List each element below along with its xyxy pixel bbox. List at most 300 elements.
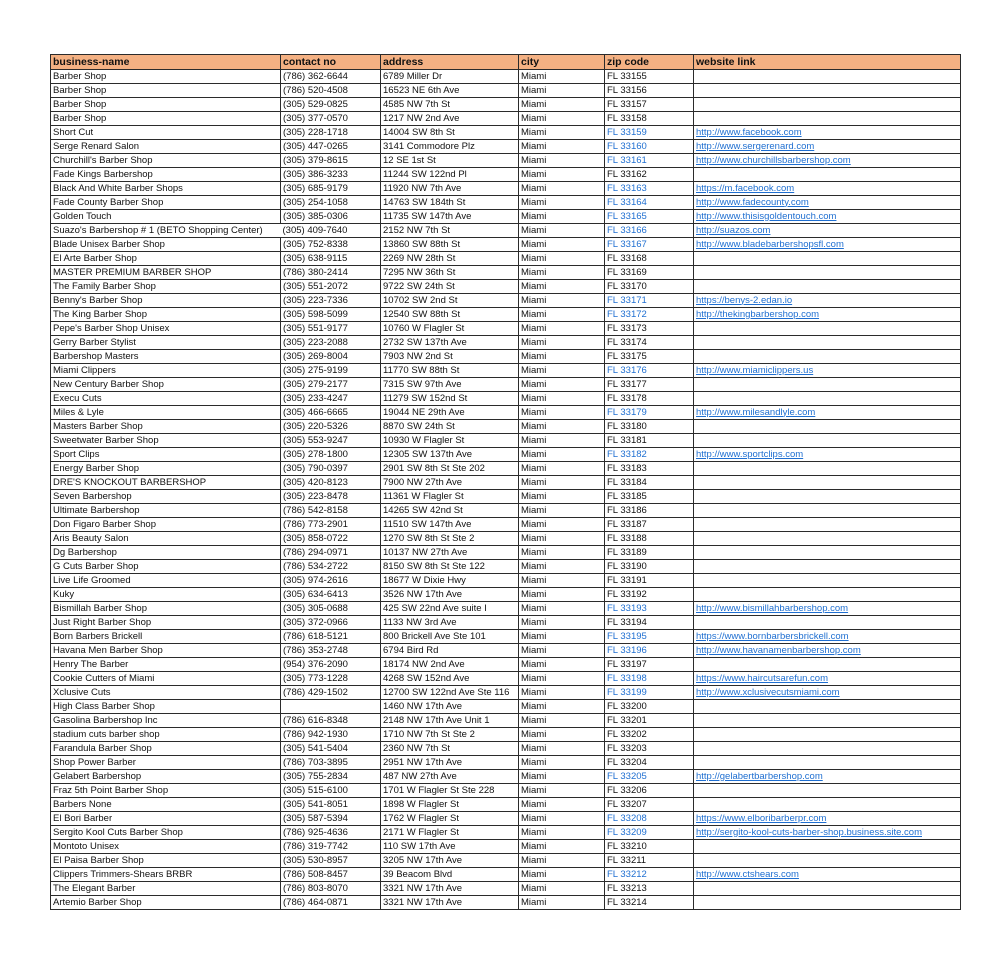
cell-city[interactable]: Miami (519, 798, 605, 812)
cell-contact-no[interactable]: (305) 551-2072 (281, 280, 381, 294)
cell-address[interactable]: 3321 NW 17th Ave (381, 896, 519, 910)
cell-contact-no[interactable]: (305) 386-3233 (281, 168, 381, 182)
cell-city[interactable]: Miami (519, 630, 605, 644)
cell-website-link[interactable] (694, 84, 961, 98)
cell-business-name[interactable]: Golden Touch (51, 210, 281, 224)
cell-contact-no[interactable]: (305) 254-1058 (281, 196, 381, 210)
cell-business-name[interactable]: Born Barbers Brickell (51, 630, 281, 644)
cell-address[interactable]: 14004 SW 8th St (381, 126, 519, 140)
header-website-link[interactable]: website link (694, 55, 961, 70)
cell-contact-no[interactable]: (305) 409-7640 (281, 224, 381, 238)
cell-business-name[interactable]: Sergito Kool Cuts Barber Shop (51, 826, 281, 840)
cell-city[interactable]: Miami (519, 84, 605, 98)
cell-website-link[interactable] (694, 476, 961, 490)
cell-city[interactable]: Miami (519, 770, 605, 784)
cell-business-name[interactable]: Barber Shop (51, 112, 281, 126)
cell-contact-no[interactable]: (305) 279-2177 (281, 378, 381, 392)
cell-address[interactable]: 800 Brickell Ave Ste 101 (381, 630, 519, 644)
cell-zip-code[interactable]: FL 33163 (605, 182, 694, 196)
cell-zip-code[interactable]: FL 33165 (605, 210, 694, 224)
cell-business-name[interactable]: Miami Clippers (51, 364, 281, 378)
cell-contact-no[interactable]: (305) 551-9177 (281, 322, 381, 336)
cell-website-link[interactable] (694, 392, 961, 406)
cell-address[interactable]: 1762 W Flagler St (381, 812, 519, 826)
cell-city[interactable]: Miami (519, 168, 605, 182)
cell-address[interactable]: 1217 NW 2nd Ave (381, 112, 519, 126)
cell-address[interactable]: 13860 SW 88th St (381, 238, 519, 252)
header-business-name[interactable]: business-name (51, 55, 281, 70)
cell-city[interactable]: Miami (519, 588, 605, 602)
cell-zip-code[interactable]: FL 33174 (605, 336, 694, 350)
cell-city[interactable]: Miami (519, 742, 605, 756)
cell-city[interactable]: Miami (519, 854, 605, 868)
cell-business-name[interactable]: Havana Men Barber Shop (51, 644, 281, 658)
cell-address[interactable]: 8150 SW 8th St Ste 122 (381, 560, 519, 574)
cell-address[interactable]: 10137 NW 27th Ave (381, 546, 519, 560)
cell-contact-no[interactable]: (305) 752-8338 (281, 238, 381, 252)
cell-business-name[interactable]: Gerry Barber Stylist (51, 336, 281, 350)
cell-address[interactable]: 110 SW 17th Ave (381, 840, 519, 854)
cell-contact-no[interactable]: (305) 385-0306 (281, 210, 381, 224)
cell-city[interactable]: Miami (519, 392, 605, 406)
website-link[interactable]: http://www.facebook.com (696, 126, 802, 138)
cell-contact-no[interactable]: (305) 587-5394 (281, 812, 381, 826)
cell-city[interactable]: Miami (519, 700, 605, 714)
cell-contact-no[interactable]: (786) 520-4508 (281, 84, 381, 98)
cell-contact-no[interactable]: (786) 534-2722 (281, 560, 381, 574)
cell-business-name[interactable]: Aris Beauty Salon (51, 532, 281, 546)
cell-contact-no[interactable]: (305) 278-1800 (281, 448, 381, 462)
cell-city[interactable]: Miami (519, 364, 605, 378)
cell-contact-no[interactable]: (305) 275-9199 (281, 364, 381, 378)
cell-zip-code[interactable]: FL 33176 (605, 364, 694, 378)
cell-contact-no[interactable]: (305) 773-1228 (281, 672, 381, 686)
cell-website-link[interactable] (694, 616, 961, 630)
cell-website-link[interactable] (694, 350, 961, 364)
cell-address[interactable]: 11279 SW 152nd St (381, 392, 519, 406)
cell-zip-code[interactable]: FL 33187 (605, 518, 694, 532)
cell-zip-code[interactable]: FL 33185 (605, 490, 694, 504)
cell-zip-code[interactable]: FL 33208 (605, 812, 694, 826)
cell-contact-no[interactable]: (305) 420-8123 (281, 476, 381, 490)
website-link[interactable]: http://gelabertbarbershop.com (696, 770, 823, 782)
cell-address[interactable]: 6794 Bird Rd (381, 644, 519, 658)
cell-contact-no[interactable]: (786) 429-1502 (281, 686, 381, 700)
cell-city[interactable]: Miami (519, 98, 605, 112)
cell-website-link[interactable] (694, 168, 961, 182)
cell-contact-no[interactable]: (305) 379-8615 (281, 154, 381, 168)
cell-contact-no[interactable]: (305) 223-8478 (281, 490, 381, 504)
cell-business-name[interactable]: Seven Barbershop (51, 490, 281, 504)
cell-city[interactable]: Miami (519, 378, 605, 392)
cell-address[interactable]: 12540 SW 88th St (381, 308, 519, 322)
cell-zip-code[interactable]: FL 33158 (605, 112, 694, 126)
website-link[interactable]: http://www.sportclips.com (696, 448, 804, 460)
cell-address[interactable]: 1701 W Flagler St Ste 228 (381, 784, 519, 798)
cell-business-name[interactable]: Cookie Cutters of Miami (51, 672, 281, 686)
cell-address[interactable]: 4268 SW 152nd Ave (381, 672, 519, 686)
cell-city[interactable]: Miami (519, 602, 605, 616)
cell-website-link[interactable] (694, 826, 961, 840)
cell-address[interactable]: 10930 W Flagler St (381, 434, 519, 448)
cell-website-link[interactable] (694, 560, 961, 574)
cell-business-name[interactable]: El Paisa Barber Shop (51, 854, 281, 868)
cell-contact-no[interactable]: (786) 942-1930 (281, 728, 381, 742)
website-link[interactable]: http://thekingbarbershop.com (696, 308, 820, 320)
cell-contact-no[interactable]: (786) 508-8457 (281, 868, 381, 882)
cell-contact-no[interactable]: (786) 803-8070 (281, 882, 381, 896)
cell-business-name[interactable]: Fraz 5th Point Barber Shop (51, 784, 281, 798)
cell-business-name[interactable]: Masters Barber Shop (51, 420, 281, 434)
cell-zip-code[interactable]: FL 33157 (605, 98, 694, 112)
cell-contact-no[interactable]: (305) 685-9179 (281, 182, 381, 196)
cell-website-link[interactable] (694, 238, 961, 252)
cell-city[interactable]: Miami (519, 70, 605, 84)
cell-zip-code[interactable]: FL 33211 (605, 854, 694, 868)
cell-website-link[interactable] (694, 420, 961, 434)
cell-address[interactable]: 12 SE 1st St (381, 154, 519, 168)
cell-contact-no[interactable]: (786) 616-8348 (281, 714, 381, 728)
cell-zip-code[interactable]: FL 33201 (605, 714, 694, 728)
cell-contact-no[interactable]: (305) 223-7336 (281, 294, 381, 308)
website-link[interactable]: http://sergito-kool-cuts-barber-shop.business.site.com (696, 826, 922, 838)
cell-zip-code[interactable]: FL 33171 (605, 294, 694, 308)
cell-zip-code[interactable]: FL 33178 (605, 392, 694, 406)
cell-address[interactable]: 7903 NW 2nd St (381, 350, 519, 364)
cell-address[interactable]: 14763 SW 184th St (381, 196, 519, 210)
cell-business-name[interactable]: Dg Barbershop (51, 546, 281, 560)
header-address[interactable]: address (381, 55, 519, 70)
cell-business-name[interactable]: Benny's Barber Shop (51, 294, 281, 308)
cell-website-link[interactable] (694, 504, 961, 518)
cell-address[interactable]: 14265 SW 42nd St (381, 504, 519, 518)
cell-city[interactable]: Miami (519, 126, 605, 140)
website-link[interactable]: http://www.xclusivecutsmiami.com (696, 686, 840, 698)
cell-zip-code[interactable]: FL 33195 (605, 630, 694, 644)
cell-city[interactable]: Miami (519, 518, 605, 532)
cell-website-link[interactable] (694, 784, 961, 798)
cell-website-link[interactable] (694, 406, 961, 420)
cell-address[interactable]: 10760 W Flagler St (381, 322, 519, 336)
cell-address[interactable]: 8870 SW 24th St (381, 420, 519, 434)
cell-address[interactable]: 3205 NW 17th Ave (381, 854, 519, 868)
cell-zip-code[interactable]: FL 33199 (605, 686, 694, 700)
cell-city[interactable]: Miami (519, 658, 605, 672)
cell-website-link[interactable] (694, 602, 961, 616)
cell-address[interactable]: 16523 NE 6th Ave (381, 84, 519, 98)
cell-business-name[interactable]: stadium cuts barber shop (51, 728, 281, 742)
cell-business-name[interactable]: The King Barber Shop (51, 308, 281, 322)
cell-zip-code[interactable]: FL 33190 (605, 560, 694, 574)
cell-zip-code[interactable]: FL 33181 (605, 434, 694, 448)
cell-business-name[interactable]: Don Figaro Barber Shop (51, 518, 281, 532)
cell-business-name[interactable]: Short Cut (51, 126, 281, 140)
cell-business-name[interactable]: Barbers None (51, 798, 281, 812)
website-link[interactable]: http://www.sergerenard.com (696, 140, 815, 152)
cell-city[interactable]: Miami (519, 350, 605, 364)
cell-contact-no[interactable]: (305) 974-2616 (281, 574, 381, 588)
cell-zip-code[interactable]: FL 33175 (605, 350, 694, 364)
cell-zip-code[interactable]: FL 33186 (605, 504, 694, 518)
cell-zip-code[interactable]: FL 33196 (605, 644, 694, 658)
cell-business-name[interactable]: Montoto Unisex (51, 840, 281, 854)
cell-address[interactable]: 2269 NW 28th St (381, 252, 519, 266)
cell-contact-no[interactable]: (305) 372-0966 (281, 616, 381, 630)
cell-zip-code[interactable]: FL 33162 (605, 168, 694, 182)
cell-address[interactable]: 9722 SW 24th St (381, 280, 519, 294)
cell-address[interactable]: 19044 NE 29th Ave (381, 406, 519, 420)
cell-business-name[interactable]: Gasolina Barbershop Inc (51, 714, 281, 728)
cell-contact-no[interactable]: (305) 634-6413 (281, 588, 381, 602)
cell-website-link[interactable] (694, 126, 961, 140)
header-city[interactable]: city (519, 55, 605, 70)
cell-city[interactable]: Miami (519, 560, 605, 574)
cell-zip-code[interactable]: FL 33194 (605, 616, 694, 630)
cell-zip-code[interactable]: FL 33210 (605, 840, 694, 854)
website-link[interactable]: http://www.bismillahbarbershop.com (696, 602, 849, 614)
website-link[interactable]: http://www.milesandlyle.com (696, 406, 816, 418)
cell-business-name[interactable]: DRE'S KNOCKOUT BARBERSHOP (51, 476, 281, 490)
cell-city[interactable]: Miami (519, 182, 605, 196)
cell-address[interactable]: 18677 W Dixie Hwy (381, 574, 519, 588)
cell-contact-no[interactable]: (786) 362-6644 (281, 70, 381, 84)
cell-city[interactable]: Miami (519, 238, 605, 252)
cell-address[interactable]: 487 NW 27th Ave (381, 770, 519, 784)
cell-business-name[interactable]: Live Life Groomed (51, 574, 281, 588)
cell-website-link[interactable] (694, 434, 961, 448)
cell-business-name[interactable]: Blade Unisex Barber Shop (51, 238, 281, 252)
cell-zip-code[interactable]: FL 33209 (605, 826, 694, 840)
cell-website-link[interactable] (694, 490, 961, 504)
cell-website-link[interactable] (694, 448, 961, 462)
cell-address[interactable]: 11735 SW 147th Ave (381, 210, 519, 224)
cell-business-name[interactable]: Bismillah Barber Shop (51, 602, 281, 616)
cell-business-name[interactable]: High Class Barber Shop (51, 700, 281, 714)
cell-business-name[interactable]: Fade County Barber Shop (51, 196, 281, 210)
cell-website-link[interactable] (694, 742, 961, 756)
cell-business-name[interactable]: Black And White Barber Shops (51, 182, 281, 196)
cell-contact-no[interactable] (281, 700, 381, 714)
cell-business-name[interactable]: El Bori Barber (51, 812, 281, 826)
cell-zip-code[interactable]: FL 33192 (605, 588, 694, 602)
cell-zip-code[interactable]: FL 33169 (605, 266, 694, 280)
header-contact-no[interactable]: contact no (281, 55, 381, 70)
cell-business-name[interactable]: Henry The Barber (51, 658, 281, 672)
cell-contact-no[interactable]: (305) 598-5099 (281, 308, 381, 322)
cell-city[interactable]: Miami (519, 252, 605, 266)
cell-city[interactable]: Miami (519, 784, 605, 798)
website-link[interactable]: http://www.bladebarbershopsfl.com (696, 238, 844, 250)
cell-city[interactable]: Miami (519, 714, 605, 728)
cell-zip-code[interactable]: FL 33164 (605, 196, 694, 210)
cell-contact-no[interactable]: (305) 466-6665 (281, 406, 381, 420)
cell-address[interactable]: 12700 SW 122nd Ave Ste 116 (381, 686, 519, 700)
cell-contact-no[interactable]: (786) 773-2901 (281, 518, 381, 532)
cell-city[interactable]: Miami (519, 574, 605, 588)
cell-city[interactable]: Miami (519, 882, 605, 896)
cell-address[interactable]: 425 SW 22nd Ave suite I (381, 602, 519, 616)
cell-address[interactable]: 11244 SW 122nd Pl (381, 168, 519, 182)
cell-website-link[interactable] (694, 868, 961, 882)
cell-website-link[interactable] (694, 588, 961, 602)
cell-business-name[interactable]: Farandula Barber Shop (51, 742, 281, 756)
cell-website-link[interactable] (694, 70, 961, 84)
cell-city[interactable]: Miami (519, 476, 605, 490)
cell-zip-code[interactable]: FL 33202 (605, 728, 694, 742)
cell-contact-no[interactable]: (305) 541-8051 (281, 798, 381, 812)
cell-business-name[interactable]: Barber Shop (51, 70, 281, 84)
cell-contact-no[interactable]: (305) 541-5404 (281, 742, 381, 756)
cell-zip-code[interactable]: FL 33212 (605, 868, 694, 882)
cell-address[interactable]: 11361 W Flagler St (381, 490, 519, 504)
cell-contact-no[interactable]: (305) 269-8004 (281, 350, 381, 364)
cell-address[interactable]: 11510 SW 147th Ave (381, 518, 519, 532)
cell-city[interactable]: Miami (519, 196, 605, 210)
cell-city[interactable]: Miami (519, 686, 605, 700)
cell-city[interactable]: Miami (519, 448, 605, 462)
website-link[interactable]: http://www.thisisgoldentouch.com (696, 210, 837, 222)
cell-business-name[interactable]: Barber Shop (51, 84, 281, 98)
cell-contact-no[interactable]: (305) 447-0265 (281, 140, 381, 154)
cell-contact-no[interactable]: (305) 228-1718 (281, 126, 381, 140)
cell-contact-no[interactable]: (786) 618-5121 (281, 630, 381, 644)
cell-website-link[interactable] (694, 574, 961, 588)
cell-business-name[interactable]: New Century Barber Shop (51, 378, 281, 392)
cell-zip-code[interactable]: FL 33200 (605, 700, 694, 714)
cell-website-link[interactable] (694, 378, 961, 392)
cell-address[interactable]: 18174 NW 2nd Ave (381, 658, 519, 672)
cell-website-link[interactable] (694, 700, 961, 714)
cell-city[interactable]: Miami (519, 812, 605, 826)
website-link[interactable]: http://www.havanamenbarbershop.com (696, 644, 861, 656)
cell-zip-code[interactable]: FL 33168 (605, 252, 694, 266)
cell-website-link[interactable] (694, 266, 961, 280)
cell-city[interactable]: Miami (519, 616, 605, 630)
cell-business-name[interactable]: MASTER PREMIUM BARBER SHOP (51, 266, 281, 280)
cell-website-link[interactable] (694, 532, 961, 546)
cell-website-link[interactable] (694, 252, 961, 266)
cell-business-name[interactable]: G Cuts Barber Shop (51, 560, 281, 574)
website-link[interactable]: http://www.fadecounty.com (696, 196, 809, 208)
cell-business-name[interactable]: Shop Power Barber (51, 756, 281, 770)
cell-website-link[interactable] (694, 854, 961, 868)
cell-zip-code[interactable]: FL 33203 (605, 742, 694, 756)
cell-contact-no[interactable]: (305) 638-9115 (281, 252, 381, 266)
cell-city[interactable]: Miami (519, 756, 605, 770)
website-link[interactable]: https://www.bornbarbersbrickell.com (696, 630, 849, 642)
cell-zip-code[interactable]: FL 33205 (605, 770, 694, 784)
cell-business-name[interactable]: Clippers Trimmers-Shears BRBR (51, 868, 281, 882)
cell-website-link[interactable] (694, 896, 961, 910)
cell-website-link[interactable] (694, 798, 961, 812)
cell-city[interactable]: Miami (519, 294, 605, 308)
cell-city[interactable]: Miami (519, 140, 605, 154)
cell-contact-no[interactable]: (305) 515-6100 (281, 784, 381, 798)
cell-address[interactable]: 1710 NW 7th St Ste 2 (381, 728, 519, 742)
cell-zip-code[interactable]: FL 33159 (605, 126, 694, 140)
cell-address[interactable]: 7900 NW 27th Ave (381, 476, 519, 490)
cell-contact-no[interactable]: (305) 220-5326 (281, 420, 381, 434)
cell-website-link[interactable] (694, 840, 961, 854)
cell-business-name[interactable]: Barbershop Masters (51, 350, 281, 364)
cell-address[interactable]: 3526 NW 17th Ave (381, 588, 519, 602)
cell-zip-code[interactable]: FL 33183 (605, 462, 694, 476)
cell-contact-no[interactable]: (305) 223-2088 (281, 336, 381, 350)
cell-city[interactable]: Miami (519, 406, 605, 420)
cell-business-name[interactable]: Churchill's Barber Shop (51, 154, 281, 168)
cell-city[interactable]: Miami (519, 210, 605, 224)
cell-zip-code[interactable]: FL 33166 (605, 224, 694, 238)
cell-website-link[interactable] (694, 630, 961, 644)
cell-business-name[interactable]: Energy Barber Shop (51, 462, 281, 476)
cell-contact-no[interactable]: (305) 377-0570 (281, 112, 381, 126)
cell-zip-code[interactable]: FL 33179 (605, 406, 694, 420)
cell-business-name[interactable]: Pepe's Barber Shop Unisex (51, 322, 281, 336)
cell-website-link[interactable] (694, 294, 961, 308)
cell-contact-no[interactable]: (786) 294-0971 (281, 546, 381, 560)
cell-city[interactable]: Miami (519, 896, 605, 910)
cell-address[interactable]: 4585 NW 7th St (381, 98, 519, 112)
cell-address[interactable]: 7315 SW 97th Ave (381, 378, 519, 392)
website-link[interactable]: http://www.churchillsbarbershop.com (696, 154, 851, 166)
cell-website-link[interactable] (694, 112, 961, 126)
cell-zip-code[interactable]: FL 33184 (605, 476, 694, 490)
website-link[interactable]: https://www.elboribarberpr.com (696, 812, 827, 824)
cell-zip-code[interactable]: FL 33193 (605, 602, 694, 616)
cell-city[interactable]: Miami (519, 462, 605, 476)
cell-contact-no[interactable]: (786) 464-0871 (281, 896, 381, 910)
website-link[interactable]: https://www.haircutsarefun.com (696, 672, 828, 684)
cell-zip-code[interactable]: FL 33167 (605, 238, 694, 252)
cell-city[interactable]: Miami (519, 840, 605, 854)
cell-contact-no[interactable]: (786) 542-8158 (281, 504, 381, 518)
cell-address[interactable]: 1133 NW 3rd Ave (381, 616, 519, 630)
cell-address[interactable]: 6789 Miller Dr (381, 70, 519, 84)
cell-address[interactable]: 1898 W Flagler St (381, 798, 519, 812)
cell-zip-code[interactable]: FL 33160 (605, 140, 694, 154)
cell-zip-code[interactable]: FL 33180 (605, 420, 694, 434)
cell-city[interactable]: Miami (519, 728, 605, 742)
cell-contact-no[interactable]: (305) 305-0688 (281, 602, 381, 616)
cell-website-link[interactable] (694, 812, 961, 826)
cell-city[interactable]: Miami (519, 868, 605, 882)
cell-city[interactable]: Miami (519, 266, 605, 280)
website-link[interactable]: http://suazos.com (696, 224, 771, 236)
cell-contact-no[interactable]: (786) 925-4636 (281, 826, 381, 840)
cell-zip-code[interactable]: FL 33191 (605, 574, 694, 588)
cell-zip-code[interactable]: FL 33197 (605, 658, 694, 672)
cell-website-link[interactable] (694, 728, 961, 742)
cell-contact-no[interactable]: (305) 233-4247 (281, 392, 381, 406)
cell-zip-code[interactable]: FL 33206 (605, 784, 694, 798)
cell-address[interactable]: 11920 NW 7th Ave (381, 182, 519, 196)
cell-zip-code[interactable]: FL 33156 (605, 84, 694, 98)
cell-contact-no[interactable]: (305) 755-2834 (281, 770, 381, 784)
cell-contact-no[interactable]: (786) 380-2414 (281, 266, 381, 280)
cell-city[interactable]: Miami (519, 826, 605, 840)
cell-website-link[interactable] (694, 518, 961, 532)
cell-zip-code[interactable]: FL 33214 (605, 896, 694, 910)
cell-business-name[interactable]: The Family Barber Shop (51, 280, 281, 294)
cell-business-name[interactable]: Serge Renard Salon (51, 140, 281, 154)
cell-city[interactable]: Miami (519, 532, 605, 546)
website-link[interactable]: https://m.facebook.com (696, 182, 795, 194)
cell-city[interactable]: Miami (519, 336, 605, 350)
cell-business-name[interactable]: The Elegant Barber (51, 882, 281, 896)
cell-zip-code[interactable]: FL 33173 (605, 322, 694, 336)
cell-city[interactable]: Miami (519, 504, 605, 518)
cell-website-link[interactable] (694, 882, 961, 896)
